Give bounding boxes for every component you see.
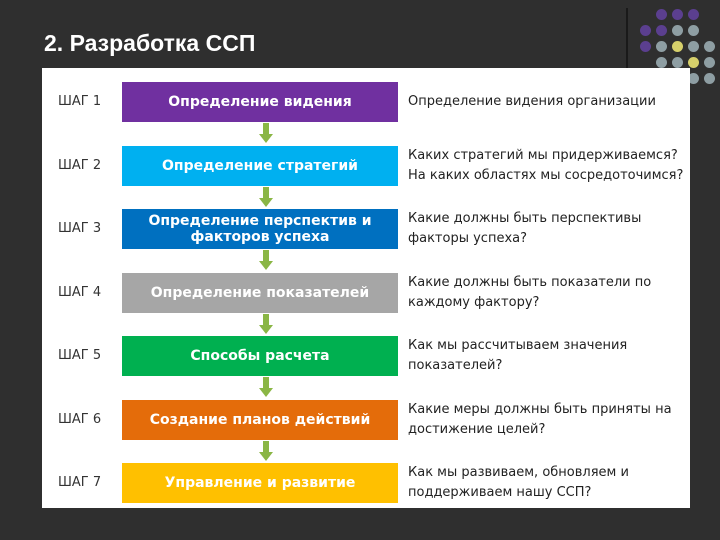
process-diagram [42, 68, 690, 508]
question-line: достижение целей? [408, 421, 546, 437]
slide-title: 2. Разработка ССП [44, 30, 256, 56]
step-row [42, 336, 690, 376]
step-label: ШАГ 2 [58, 157, 102, 173]
question-line: Какие меры должны быть приняты на [408, 401, 672, 417]
question-line: поддерживаем нашу ССП? [408, 485, 592, 500]
decorative-dot [704, 41, 715, 52]
decorative-dot [640, 41, 651, 52]
step-label: ШАГ 5 [58, 348, 102, 363]
decorative-dot [656, 25, 667, 36]
down-arrow-icon [259, 123, 273, 145]
step-question [408, 146, 690, 186]
question-line: Определение видения организации [408, 94, 656, 109]
down-arrow-icon [259, 377, 273, 399]
down-arrow-icon [259, 314, 273, 336]
step-label: ШАГ 7 [58, 475, 102, 490]
question-line: показателей? [408, 358, 503, 373]
decorative-dot [688, 57, 699, 68]
decorative-dot [656, 41, 667, 52]
step-question [408, 463, 690, 503]
step-row [42, 82, 690, 122]
decorative-dot [672, 9, 683, 20]
step-box: Создание планов действий [122, 400, 398, 440]
step-row [42, 463, 690, 503]
decorative-dot [672, 41, 683, 52]
question-line: Как мы рассчитываем значения [408, 338, 628, 353]
decorative-dot [640, 25, 651, 36]
step-row [42, 273, 690, 313]
decorative-dot [704, 57, 715, 68]
question-line: Как мы развиваем, обновляем и [408, 465, 629, 480]
step-label: ШАГ 4 [58, 284, 102, 300]
question-line: Какие должны быть показатели по [408, 274, 652, 290]
question-line: Каких стратегий мы придерживаемся? [408, 147, 678, 163]
question-line: На каких областях мы сосредоточимся? [408, 167, 684, 183]
step-label: ШАГ 3 [58, 221, 102, 236]
step-question [408, 209, 690, 249]
decorative-dot [656, 9, 667, 20]
down-arrow-icon [259, 250, 273, 272]
step-box: Способы расчета [122, 336, 398, 376]
down-arrow-icon [259, 441, 273, 463]
decorative-dot [672, 57, 683, 68]
step-label: ШАГ 6 [58, 411, 102, 427]
step-box: Определение видения [122, 82, 398, 122]
down-arrow-icon [259, 187, 273, 209]
step-box: Определение показателей [122, 273, 398, 313]
decorative-dot [688, 9, 699, 20]
question-line: факторы успеха? [408, 231, 528, 246]
step-row [42, 209, 690, 249]
decorative-dot [656, 57, 667, 68]
decorative-dot [704, 73, 715, 84]
step-box: Управление и развитие [122, 463, 398, 503]
step-question [408, 273, 690, 313]
decorative-dot [688, 41, 699, 52]
step-question [408, 336, 690, 376]
step-box: Определение стратегий [122, 146, 398, 186]
step-question [408, 82, 690, 122]
step-row [42, 400, 690, 440]
decorative-dot [672, 25, 683, 36]
step-row [42, 146, 690, 186]
step-box: Определение перспектив и факторов успеха [122, 209, 398, 249]
decorative-dot [688, 25, 699, 36]
step-question [408, 400, 690, 440]
question-line: каждому фактору? [408, 294, 540, 310]
question-line: Какие должны быть перспективы [408, 211, 642, 226]
step-label: ШАГ 1 [58, 94, 102, 109]
